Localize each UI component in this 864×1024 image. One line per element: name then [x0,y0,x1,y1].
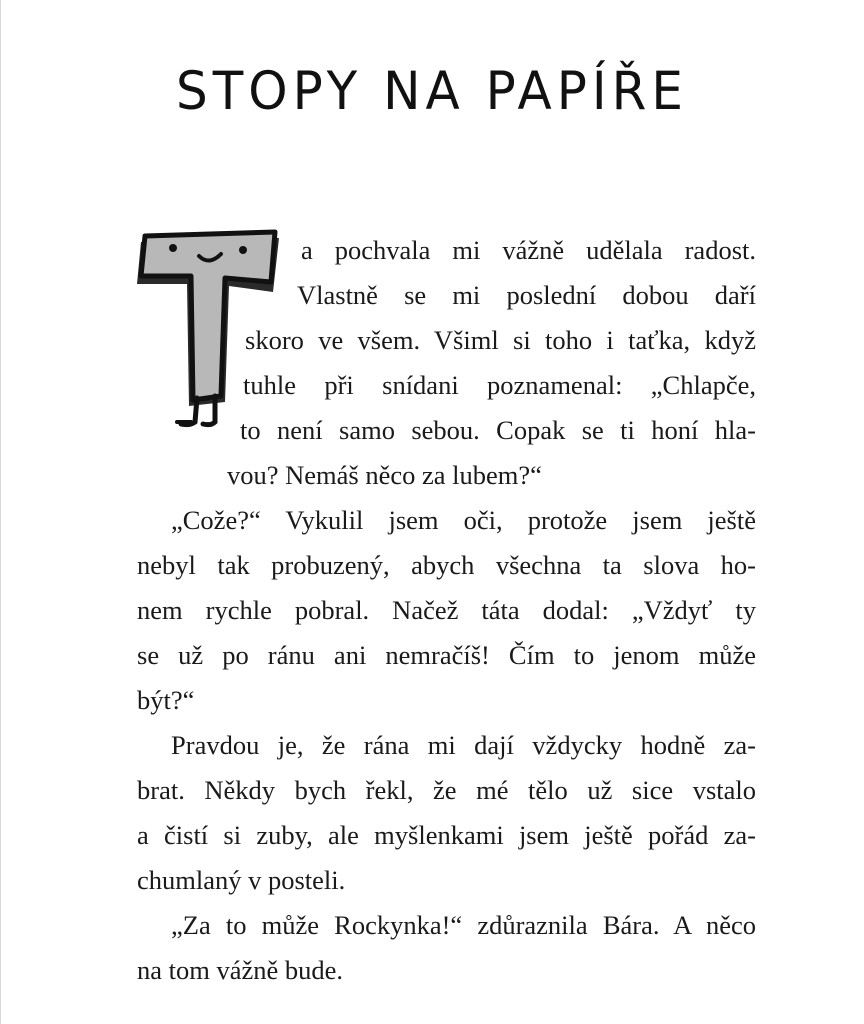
text-line: vou? Nemáš něco za lubem?“ [227,460,542,490]
text-line: skoro ve všem. Všiml si toho i taťka, když [245,325,756,355]
page-edge [0,0,1,1024]
text-line: nebyl tak probuzený, abych všechna ta slova ho- [137,550,756,580]
text-line: to není samo sebou. Copak se ti honí hla- [240,415,756,445]
text-line: a čistí si zuby, ale myšlenkami jsem ještě pořád za- [137,820,756,850]
text-line: „Cože?“ Vykulil jsem oči, protože jsem ještě [171,505,756,535]
text-line: „Za to může Rockynka!“ zdůraznila Bára. A něco [171,910,756,940]
body-text [137,228,756,993]
text-line: být?“ [137,685,195,715]
text-line: tuhle při snídani poznamenal: „Chlapče, [243,370,756,400]
text-line: brat. Někdy bych řekl, že mé tělo už sice vstalo [137,775,756,805]
text-line: na tom vážně bude. [137,955,344,985]
text-line: chumlaný v posteli. [137,865,346,895]
text-line: se už po ránu ani nemračíš! Čím to jenom může [137,640,756,670]
chapter-title: STOPY NA PAPÍŘE [175,60,688,121]
text-line: nem rychle pobral. Načež táta dodal: „Vždyť ty [137,595,756,625]
text-line: Pravdou je, že rána mi dají vždycky hodně za- [171,730,756,760]
text-line: Vlastně se mi poslední dobou daří [297,280,756,310]
text-line: a pochvala mi vážně udělala radost. [301,235,756,265]
